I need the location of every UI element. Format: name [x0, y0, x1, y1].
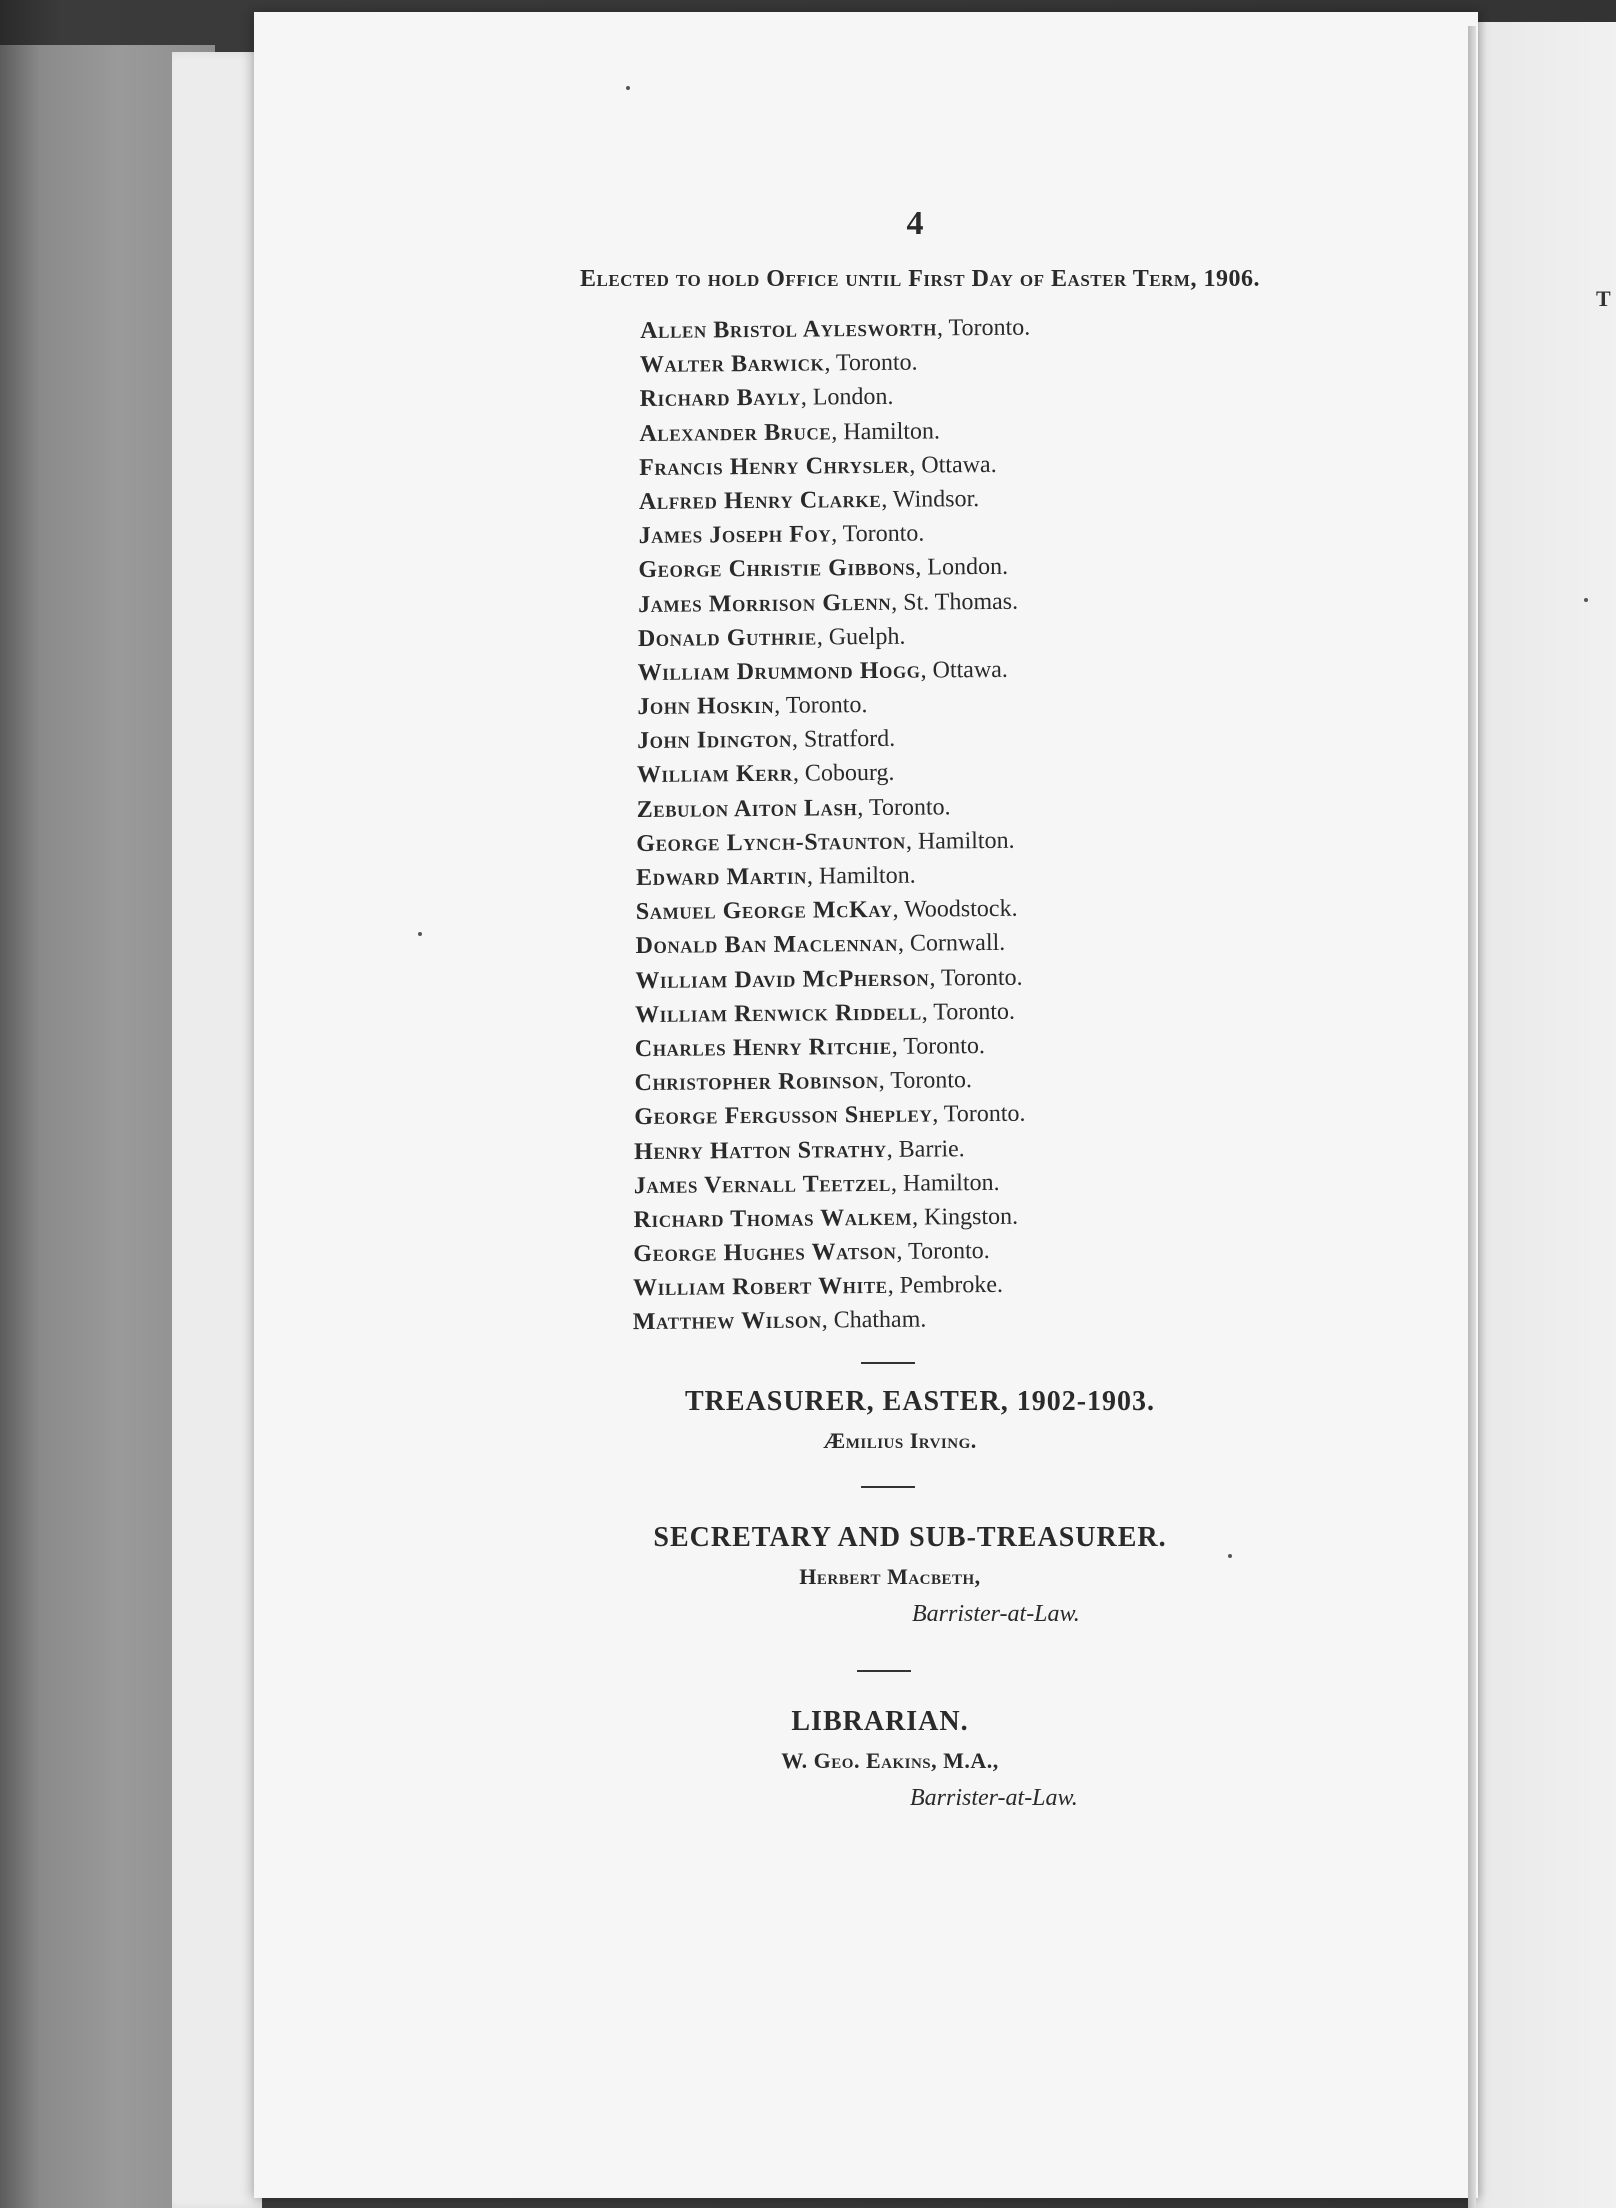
- member-period: .: [1019, 1100, 1026, 1128]
- member-name: George Lynch-Staunton: [636, 828, 906, 857]
- member-name: William Kerr: [636, 761, 793, 789]
- member-entry: [633, 1234, 1038, 1272]
- member-period: .: [993, 1169, 1000, 1196]
- member-place: Windsor: [892, 486, 974, 513]
- member-place: Barrie: [898, 1135, 959, 1163]
- section-divider: [857, 1670, 911, 1672]
- member-place: St. Thomas: [903, 588, 1013, 616]
- page-fold: [1468, 26, 1476, 2208]
- member-period: .: [999, 930, 1006, 957]
- member-separator: ,: [920, 657, 933, 684]
- member-place: Toronto: [943, 1101, 1020, 1128]
- member-period: .: [911, 349, 918, 376]
- member-period: .: [920, 1306, 927, 1334]
- member-name: John Hoskin: [637, 692, 775, 721]
- secretary-name: Herbert Macbeth,: [799, 1564, 981, 1589]
- member-separator: ,: [831, 418, 844, 445]
- member-name: Alexander Bruce: [639, 418, 832, 447]
- section-divider: [861, 1486, 915, 1488]
- member-place: Toronto: [933, 998, 1010, 1026]
- member-separator: ,: [897, 931, 911, 958]
- member-entry: [635, 994, 1036, 1032]
- member-period: .: [933, 417, 941, 445]
- member-name: Donald Ban Maclennan: [635, 931, 899, 960]
- member-name: John Idington: [637, 726, 793, 755]
- member-separator: ,: [891, 589, 904, 616]
- member-separator: ,: [892, 896, 905, 924]
- secretary-title: SECRETARY AND SUB-TREASURER.: [653, 1522, 1167, 1553]
- member-entry: [635, 1029, 1037, 1067]
- treasurer-name: Æmilius Irving.: [823, 1428, 977, 1453]
- member-separator: ,: [929, 964, 942, 992]
- member-place: Ottawa: [932, 656, 1002, 684]
- member-separator: ,: [792, 761, 805, 788]
- member-period: .: [1001, 656, 1008, 683]
- librarian-title: LIBRARIAN.: [791, 1706, 969, 1737]
- member-place: Toronto: [907, 1238, 984, 1265]
- member-place: Hamilton: [818, 862, 910, 890]
- treasurer-title: TREASURER, EASTER, 1902-1903.: [684, 1386, 1156, 1417]
- member-place: Cornwall: [909, 930, 1000, 958]
- member-separator: ,: [886, 1136, 899, 1163]
- member-entry: [638, 516, 1032, 554]
- adjacent-page-letter: T: [1596, 286, 1611, 311]
- member-entry: [636, 789, 1034, 827]
- member-separator: ,: [887, 1273, 900, 1300]
- left-white-sheet: [172, 52, 262, 2208]
- member-period: .: [918, 520, 925, 547]
- member-name: Charles Henry Ritchie: [634, 1033, 892, 1063]
- member-period: .: [983, 1238, 990, 1265]
- member-separator: ,: [831, 521, 843, 548]
- member-period: .: [899, 623, 906, 650]
- member-place: Guelph: [828, 623, 900, 651]
- member-name: Matthew Wilson: [632, 1307, 822, 1336]
- librarian-qualification: Barrister-at-Law.: [910, 1785, 1078, 1811]
- scan-speck: [626, 86, 630, 90]
- member-place: Toronto: [785, 692, 862, 719]
- member-name: Donald Guthrie: [637, 624, 817, 652]
- scan-speck: [1584, 598, 1588, 602]
- member-place: Hamilton: [843, 418, 935, 445]
- member-separator: ,: [915, 554, 928, 581]
- member-place: Cobourg: [804, 760, 889, 788]
- member-separator: ,: [878, 1067, 891, 1095]
- member-place: Ottawa: [921, 451, 991, 479]
- member-name: Edward Martin: [636, 863, 808, 892]
- member-name: George Hughes Watson: [633, 1238, 897, 1268]
- member-separator: ,: [774, 692, 786, 719]
- member-entry: [637, 755, 1035, 793]
- librarian-name: W. Geo. Eakins, M.A.,: [781, 1748, 999, 1773]
- member-separator: ,: [821, 1307, 834, 1334]
- member-period: .: [1011, 1203, 1019, 1230]
- member-period: .: [909, 862, 916, 889]
- member-period: .: [1024, 314, 1031, 341]
- member-separator: ,: [911, 1204, 925, 1231]
- member-period: .: [1011, 895, 1018, 922]
- member-entry: [640, 311, 1030, 349]
- secretary-qualification: Barrister-at-Law.: [912, 1601, 1080, 1627]
- member-entry: [634, 1131, 1038, 1169]
- member-name: William Renwick Riddell: [635, 999, 922, 1028]
- member-name: Henry Hatton Strathy: [634, 1136, 887, 1165]
- member-entry: [636, 823, 1035, 861]
- section-divider: [861, 1362, 915, 1364]
- member-place: Pembroke: [899, 1272, 998, 1300]
- member-entry: [640, 345, 1031, 383]
- member-entry: [637, 721, 1034, 759]
- member-place: London: [927, 554, 1003, 581]
- member-name: James Joseph Foy: [638, 521, 832, 550]
- member-period: .: [965, 1067, 973, 1094]
- member-name: William Drummond Hogg: [637, 657, 921, 686]
- member-separator: ,: [800, 384, 813, 411]
- member-place: Stratford: [803, 726, 890, 753]
- member-place: Toronto: [903, 1033, 980, 1060]
- member-separator: ,: [905, 828, 918, 855]
- member-entry: [636, 858, 1035, 896]
- member-separator: ,: [896, 1238, 909, 1265]
- member-place: London: [812, 384, 888, 411]
- member-separator: ,: [881, 486, 893, 513]
- member-name: William Robert White: [632, 1273, 888, 1302]
- member-separator: ,: [791, 726, 805, 753]
- member-separator: ,: [816, 624, 829, 651]
- scan-speck: [1228, 1554, 1232, 1558]
- scan-speck: [418, 932, 422, 936]
- member-entry: [634, 1063, 1036, 1101]
- member-entry: [633, 1302, 1039, 1340]
- member-name: William David McPherson: [635, 965, 930, 994]
- member-period: .: [889, 726, 896, 753]
- member-period: .: [1011, 588, 1019, 615]
- page-number: 4: [906, 205, 924, 242]
- member-separator: ,: [891, 1033, 904, 1060]
- member-name: Richard Bayly: [639, 384, 801, 413]
- member-name: James Morrison Glenn: [638, 589, 892, 618]
- right-adjacent-page: [1468, 22, 1616, 2208]
- member-place: Toronto: [940, 964, 1017, 991]
- member-period: .: [888, 760, 895, 787]
- member-name: Christopher Robinson: [634, 1068, 879, 1097]
- member-entry: [633, 1268, 1039, 1306]
- member-name: Allen Bristol Aylesworth: [640, 315, 938, 344]
- member-name: Francis Henry Chrysler: [639, 452, 910, 481]
- member-separator: ,: [921, 999, 934, 1026]
- member-entry: [633, 1199, 1038, 1237]
- member-name: Zebulon Aiton Lash: [636, 794, 858, 823]
- member-entry: [639, 447, 1032, 485]
- member-period: .: [1016, 964, 1023, 991]
- member-separator: ,: [890, 1170, 904, 1197]
- member-place: Toronto: [948, 314, 1025, 342]
- member-place: Toronto: [868, 793, 945, 821]
- member-name: James Vernall Teetzel: [633, 1170, 892, 1199]
- member-separator: ,: [806, 863, 820, 890]
- member-period: .: [958, 1135, 965, 1162]
- member-period: .: [1008, 827, 1015, 854]
- member-place: Kingston: [923, 1203, 1013, 1231]
- member-period: .: [990, 451, 997, 478]
- member-list: [632, 311, 1039, 1340]
- member-period: .: [973, 485, 980, 513]
- list-heading: Elected to hold Office until First Day of Easter Term, 1906.: [580, 266, 1260, 292]
- member-entry: [639, 482, 1032, 520]
- member-entry: [640, 379, 1031, 417]
- member-place: Toronto: [890, 1067, 967, 1094]
- member-separator: ,: [857, 794, 870, 821]
- member-name: Richard Thomas Walkem: [633, 1204, 913, 1233]
- member-entry: [634, 1097, 1037, 1135]
- member-place: Hamilton: [917, 827, 1009, 855]
- member-name: Samuel George McKay: [635, 897, 893, 926]
- member-name: Alfred Henry Clarke: [638, 486, 882, 515]
- member-name: Walter Barwick: [639, 350, 825, 379]
- member-period: .: [1001, 554, 1009, 581]
- member-entry: [637, 687, 1033, 725]
- member-entry: [634, 1165, 1038, 1203]
- member-period: .: [887, 384, 894, 411]
- member-entry: [638, 550, 1032, 588]
- member-name: George Christie Gibbons: [638, 554, 916, 584]
- member-period: .: [996, 1272, 1004, 1299]
- member-place: Toronto: [842, 520, 919, 548]
- member-period: .: [1008, 998, 1016, 1025]
- member-entry: [635, 960, 1036, 998]
- member-separator: ,: [824, 350, 837, 377]
- member-period: .: [944, 793, 951, 820]
- member-entry: [639, 413, 1031, 451]
- member-separator: ,: [932, 1101, 944, 1128]
- member-entry: [636, 892, 1036, 930]
- member-entry: [635, 926, 1035, 964]
- member-period: .: [861, 692, 868, 719]
- member-name: George Fergusson Shepley: [634, 1101, 933, 1131]
- member-place: Hamilton: [902, 1169, 994, 1197]
- member-place: Chatham: [833, 1307, 921, 1334]
- member-entry: [637, 652, 1033, 690]
- member-period: .: [978, 1032, 986, 1060]
- member-place: Woodstock: [904, 895, 1012, 923]
- member-entry: [638, 584, 1033, 622]
- member-separator: ,: [909, 452, 922, 479]
- member-separator: ,: [936, 315, 949, 342]
- member-entry: [638, 618, 1033, 656]
- member-place: Toronto: [835, 349, 912, 377]
